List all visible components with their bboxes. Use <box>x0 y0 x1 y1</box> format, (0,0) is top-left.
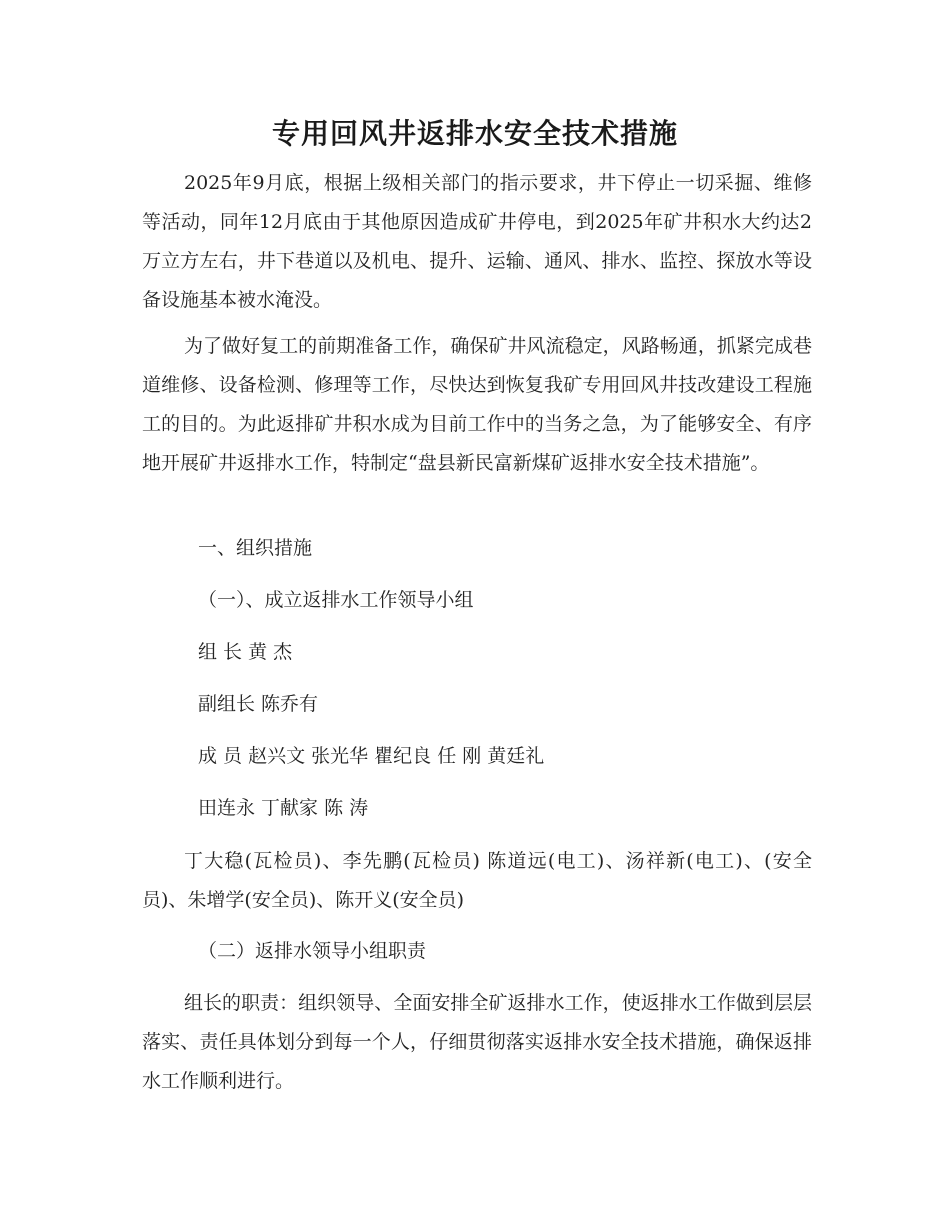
members-line-1: 成 员 赵兴文 张光华 瞿纪良 任 刚 黄廷礼 <box>198 745 545 767</box>
paragraph-purpose: 为了做好复工的前期准备工作，确保矿井风流稳定，风路畅通，抓紧完成巷道维修、设备检测、修理等工作，尽快达到恢复我矿专用回风井技改建设工程施工的目的。为此返排矿井积水成为目前工作中的当务之急，为了能够安全、有序地开展矿井返排水工作，特制定“盘县新民富新煤矿返排水安全技术措施”。 <box>142 335 812 474</box>
members-line-2: 田连永 丁献家 陈 涛 <box>198 797 369 819</box>
members-line-3: 丁大稳(瓦检员)、李先鹏(瓦检员) 陈道远(电工)、汤祥新(电工)、(安全员)、朱增学(安全员)、陈开义(安全员) <box>142 850 812 911</box>
deputy-leader-line: 副组长 陈乔有 <box>198 693 319 715</box>
subsection-heading-leadership-group: （一）、成立返排水工作领导小组 <box>198 589 474 611</box>
subsection-heading-duties: （二）返排水领导小组职责 <box>198 940 427 962</box>
document-title: 专用回风井返排水安全技术措施 <box>271 117 678 150</box>
group-leader-line: 组 长 黄 杰 <box>198 641 293 663</box>
section-heading-organization: 一、组织措施 <box>198 537 313 559</box>
paragraph-background: 2025年9月底，根据上级相关部门的指示要求，井下停止一切采掘、维修等活动，同年12月底由于其他原因造成矿井停电，到2025年矿井积水大约达2万立方左右，井下巷道以及机电、提升、运输、通风、排水、监控、探放水等设备设施基本被水淹没。 <box>142 172 812 311</box>
paragraph-leader-duty: 组长的职责：组织领导、全面安排全矿返排水工作，使返排水工作做到层层落实、责任具体划分到每一个人，仔细贯彻落实返排水安全技术措施，确保返排水工作顺利进行。 <box>142 992 812 1092</box>
